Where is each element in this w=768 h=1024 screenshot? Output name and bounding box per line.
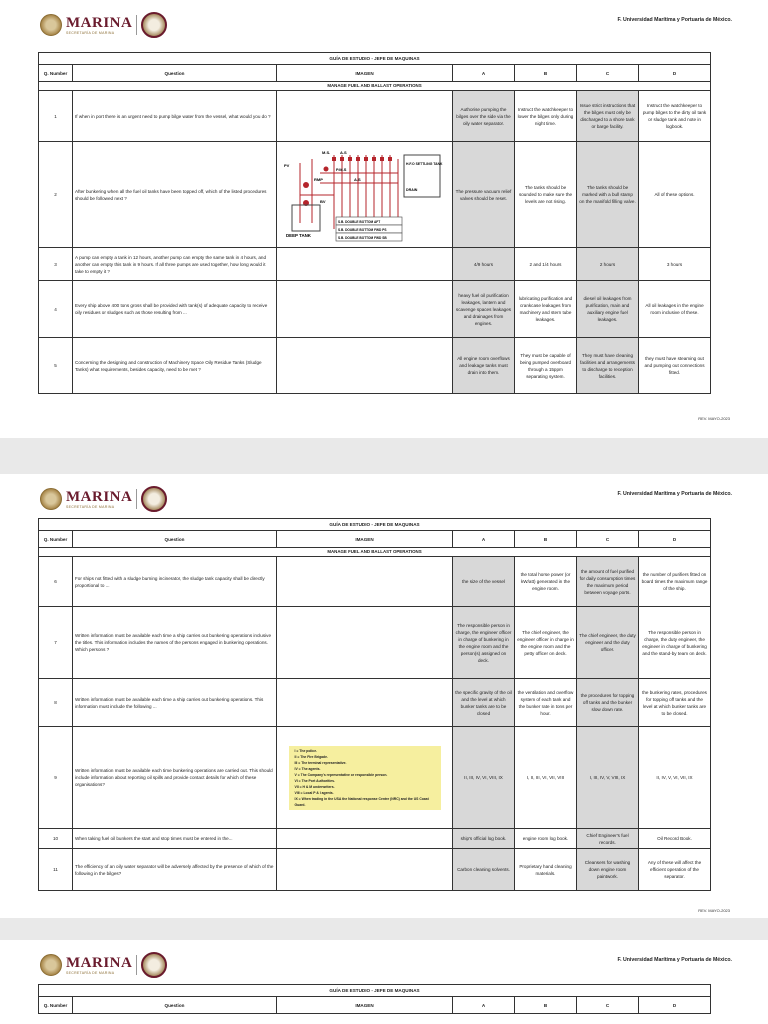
answer-a: The pressure vacuum relief valves should be reset. — [453, 142, 515, 248]
page-header — [40, 486, 732, 516]
q-image — [277, 607, 453, 679]
q-image — [277, 727, 453, 829]
col-b: B — [515, 997, 577, 1014]
org-item: I = The police. — [294, 748, 318, 753]
answer-c: 2 hours — [577, 248, 639, 281]
q-image — [277, 338, 453, 394]
col-d: D — [639, 65, 711, 82]
col-c: C — [577, 65, 639, 82]
answer-a: II, III, IV, VI, VIII, IX — [453, 727, 515, 829]
table-title: GUÍA DE ESTUDIO - JEFE DE MAQUINAS — [39, 985, 711, 997]
q-text: Concerning the designing and construction of Machinery Space Oily Residue Tanks (Sludge Tanks) what requirements, besides capacity, need to be met ? — [73, 338, 277, 394]
answer-a: heavy fuel oil purification leakages, lantern and scavenge spaces leakages and drainages from engines. — [453, 281, 515, 338]
table-row — [39, 557, 711, 607]
eagle-seal-icon — [40, 954, 62, 976]
answer-a: the size of the vessel — [453, 557, 515, 607]
marina-logo — [40, 952, 167, 978]
q-text: For ships not fitted with a sludge burning incinerator, the sludge tank capacity shall be directly proportional to ... — [73, 557, 277, 607]
q-image — [277, 557, 453, 607]
answer-a: Authorise pumping the bilges over the side via the oily water separator. — [453, 91, 515, 142]
org-item: VIII = Local P & I agents. — [294, 790, 334, 795]
questions-table — [38, 518, 711, 891]
header-row — [39, 997, 711, 1014]
university-seal-icon — [141, 12, 167, 38]
label-db-aft: S.B. DOUBLE BOTTOM AFT — [337, 219, 380, 224]
brand-subtitle: SECRETARÍA DE MARINA — [66, 970, 115, 975]
brand-name: MARINA — [66, 954, 133, 971]
col-image: IMAGEN — [277, 65, 453, 82]
section-title: MANAGE FUEL AND BALLAST OPERATIONS — [39, 548, 711, 557]
answer-a: All engine room overflows and leakage tanks must drain into them. — [453, 338, 515, 394]
answer-d: All of these options. — [639, 142, 711, 248]
table-row — [39, 248, 711, 281]
q-number: 9 — [39, 727, 73, 829]
eagle-seal-icon — [40, 14, 62, 36]
table-row — [39, 281, 711, 338]
answer-a: Carbon cleaning solvents. — [453, 849, 515, 891]
answer-b: The chief engineer, the engineer officer in charge in the engine room and the petty officer on deck. — [515, 607, 577, 679]
table-title: GUÍA DE ESTUDIO - JEFE DE MAQUINAS — [39, 519, 711, 531]
header-row — [39, 531, 711, 548]
org-item: VI = The Port Authorities. — [294, 778, 335, 783]
document-page-2 — [0, 474, 768, 918]
university-seal-icon — [141, 486, 167, 512]
table-row — [39, 607, 711, 679]
answer-c: the procedures for topping off tanks and the bunker slow down rate. — [577, 679, 639, 727]
answer-b: The tanks should be sounded to make sure the levels are not rising. — [515, 142, 577, 248]
answer-b: I, II, III, VI, VII, VIII — [515, 727, 577, 829]
fuel-system-diagram — [280, 145, 450, 245]
q-image — [277, 281, 453, 338]
brand-subtitle: SECRETARÍA DE MARINA — [66, 504, 115, 509]
org-item: II = The Fire Brigade. — [294, 754, 328, 759]
answer-b: lubricating purification and crankcase leakages from machinery and stern tube leakages. — [515, 281, 577, 338]
institution-name: F. Universidad Marítima y Portuaria de México. — [617, 957, 732, 963]
answer-d: 3 hours — [639, 248, 711, 281]
table-row — [39, 338, 711, 394]
q-number: 1 — [39, 91, 73, 142]
answer-d: Instruct the watchkeeper to pump bilges to the dirty oil tank or sludge tank and note in logbook. — [639, 91, 711, 142]
answer-b: 2 and 1/4 hours — [515, 248, 577, 281]
label-as: A.S — [339, 149, 347, 155]
label-ms: M.S. — [321, 149, 330, 155]
q-text: Written information must be available each time a ship carries out bunkering operations inclusive the titles. This information includes the names of the persons engaged in bunkering operations. Which persons ? — [73, 607, 277, 679]
org-item: IV = The agents. — [294, 766, 321, 771]
label-db-fwd-sb: S.B. DOUBLE BOTTOM FWD SB — [337, 235, 387, 240]
answer-b: They must be capable of being pumped overboard through a 15ppm separating system. — [515, 338, 577, 394]
org-item: III = The terminal representative. — [294, 760, 347, 765]
institution-name: F. Universidad Marítima y Portuaria de México. — [617, 17, 732, 23]
col-d: D — [639, 997, 711, 1014]
col-image: IMAGEN — [277, 997, 453, 1014]
answer-d: All oil leakages in the engine room inclusive of these. — [639, 281, 711, 338]
q-image — [277, 829, 453, 849]
brand-name: MARINA — [66, 488, 133, 505]
q-number: 10 — [39, 829, 73, 849]
col-question: Question — [73, 531, 277, 548]
brand-subtitle: SECRETARÍA DE MARINA — [66, 30, 115, 35]
university-seal-icon — [141, 952, 167, 978]
table-title: GUÍA DE ESTUDIO - JEFE DE MAQUINAS — [39, 53, 711, 65]
questions-table — [38, 52, 711, 394]
marina-logo — [40, 486, 167, 512]
page-header — [40, 952, 732, 982]
answer-c: Chief Engineer's fuel records. — [577, 829, 639, 849]
answer-b: Proprietary hand cleaning materials. — [515, 849, 577, 891]
q-number: 8 — [39, 679, 73, 727]
table-row — [39, 679, 711, 727]
q-image — [277, 679, 453, 727]
table-row — [39, 727, 711, 829]
q-text: When taking fuel oil bunkers the start and stop times must be entered in the... — [73, 829, 277, 849]
col-c: C — [577, 531, 639, 548]
col-b: B — [515, 531, 577, 548]
q-number: 6 — [39, 557, 73, 607]
q-text: A pump can empty a tank in 12 hours, another pump can empty the same tank in 4 hours, and another can empty this tank in 9 hours. If all three pumps are used together, how long would it take to empty it ? — [73, 248, 277, 281]
answer-b: the total horse power (or kW/att) generated in the engine room. — [515, 557, 577, 607]
q-image — [277, 91, 453, 142]
answer-c: I, III, IV, V, VIII, IX — [577, 727, 639, 829]
q-number: 11 — [39, 849, 73, 891]
q-number: 7 — [39, 607, 73, 679]
col-a: A — [453, 65, 515, 82]
label-rmp: RMP — [313, 176, 323, 182]
answer-a: 4/9 hours — [453, 248, 515, 281]
section-title: MANAGE FUEL AND BALLAST OPERATIONS — [39, 82, 711, 91]
answer-c: They must have cleaning facilities and arrangements to discharge to reception facilities. — [577, 338, 639, 394]
q-text: If when in port there is an urgent need to pump bilge water from the vessel, what would you do ? — [73, 91, 277, 142]
label-bv: BV — [319, 198, 326, 204]
organisations-list — [289, 746, 441, 810]
revision-label: REV. MAYO-2023 — [698, 416, 730, 421]
answer-c: the amount of fuel purified for daily consumption times the maximum period between voyage ports. — [577, 557, 639, 607]
label-db-fwd-ps: S.B. DOUBLE BOTTOM FWD PS — [337, 227, 386, 232]
answer-a: the specific gravity of the oil and the level at which bunker tanks are to be closed — [453, 679, 515, 727]
answer-c: The tanks should be marked with a bull stamp on the manifold filling valve. — [577, 142, 639, 248]
answer-d: they must have steaming out and pumping out connections fitted. — [639, 338, 711, 394]
col-number: Q. Number — [39, 997, 73, 1014]
q-image — [277, 248, 453, 281]
page-header — [40, 12, 732, 42]
label-pv: PV — [283, 162, 289, 168]
table-row — [39, 849, 711, 891]
document-page-1 — [0, 0, 768, 438]
col-c: C — [577, 997, 639, 1014]
answer-a: The responsible person in charge, the engineer officer in charge of bunkering in the engine room and the person(s) assigned on deck. — [453, 607, 515, 679]
answer-d: the bunkering rates, procedures for topping off tanks and the level at which bunker tanks are to be closed. — [639, 679, 711, 727]
col-image: IMAGEN — [277, 531, 453, 548]
answer-d: II, IV, V, VI, VII, IX — [639, 727, 711, 829]
answer-c: Cleansers for washing down engine room paintwork. — [577, 849, 639, 891]
org-item: V = The Company's representative or responsible person. — [294, 772, 388, 777]
q-number: 2 — [39, 142, 73, 248]
document-page-3 — [0, 940, 768, 1024]
label-pms: P.M.S — [335, 166, 346, 172]
answer-d: The responsible person in charge, the duty engineer, the engineer in charge of bunkering and the stand-by team on deck. — [639, 607, 711, 679]
label-hfo-tank: H.F.O SETTLING TANK — [405, 161, 442, 166]
col-d: D — [639, 531, 711, 548]
q-text: Written information must be available each time a ship carries out bunkering operations. This information must include the following ... — [73, 679, 277, 727]
q-text: Written information must be available each time bunkering operations are carried out. This should include information about reporting oil spills and provide contact details for which of these organisations? — [73, 727, 277, 829]
org-item: IX = When trading in the USA the National response Centre (NRC) and the US Coast Guard. — [294, 796, 429, 807]
brand-name: MARINA — [66, 14, 133, 31]
institution-name: F. Universidad Marítima y Portuaria de México. — [617, 491, 732, 497]
answer-c: diesel oil leakages from purification, main and auxiliary engine fuel leakages. — [577, 281, 639, 338]
table-row — [39, 91, 711, 142]
org-item: VII = H & M underwriters. — [294, 784, 335, 789]
eagle-seal-icon — [40, 488, 62, 510]
header-row — [39, 65, 711, 82]
answer-b: the ventilation and overflow system of each tank and the bunker rate in tons per hour. — [515, 679, 577, 727]
revision-label: REV. MAYO-2023 — [698, 908, 730, 913]
questions-table — [38, 984, 711, 1014]
col-a: A — [453, 531, 515, 548]
q-image — [277, 142, 453, 248]
table-row — [39, 142, 711, 248]
col-question: Question — [73, 997, 277, 1014]
col-a: A — [453, 997, 515, 1014]
q-number: 5 — [39, 338, 73, 394]
label-drain: DRAIN — [405, 187, 417, 192]
col-question: Question — [73, 65, 277, 82]
answer-c: Issue strict instructions that the bilges must only be discharged to a shore tank or barge facility. — [577, 91, 639, 142]
col-number: Q. Number — [39, 65, 73, 82]
answer-d: Oil Record Book. — [639, 829, 711, 849]
label-as-2: A.S — [353, 176, 361, 182]
marina-logo — [40, 12, 167, 38]
col-number: Q. Number — [39, 531, 73, 548]
q-number: 4 — [39, 281, 73, 338]
label-deep-tank: DEEP TANK — [285, 232, 311, 238]
q-number: 3 — [39, 248, 73, 281]
q-text: The efficiency of an oily water separator will be adversely affected by the presence of which of the following in the bilges? — [73, 849, 277, 891]
q-text: After bunkering when all the fuel oil tanks have been topped off, which of the listed procedures should be followed next ? — [73, 142, 277, 248]
q-image — [277, 849, 453, 891]
answer-d: Any of these will affect the efficient operation of the separator. — [639, 849, 711, 891]
answer-c: The chief engineer, the duty engineer and the duty officer. — [577, 607, 639, 679]
table-row — [39, 829, 711, 849]
col-b: B — [515, 65, 577, 82]
q-text: Every ship above 400 tons gross shall be provided with tank(s) of adequate capacity to receive oily residues or sludges such as those resulting from ... — [73, 281, 277, 338]
answer-a: ship's official log book. — [453, 829, 515, 849]
answer-d: the number of purifiers fitted on board times the maximum range of the ship. — [639, 557, 711, 607]
answer-b: Instruct the watchkeeper to lower the bilges only during night time. — [515, 91, 577, 142]
answer-b: engine room log book. — [515, 829, 577, 849]
